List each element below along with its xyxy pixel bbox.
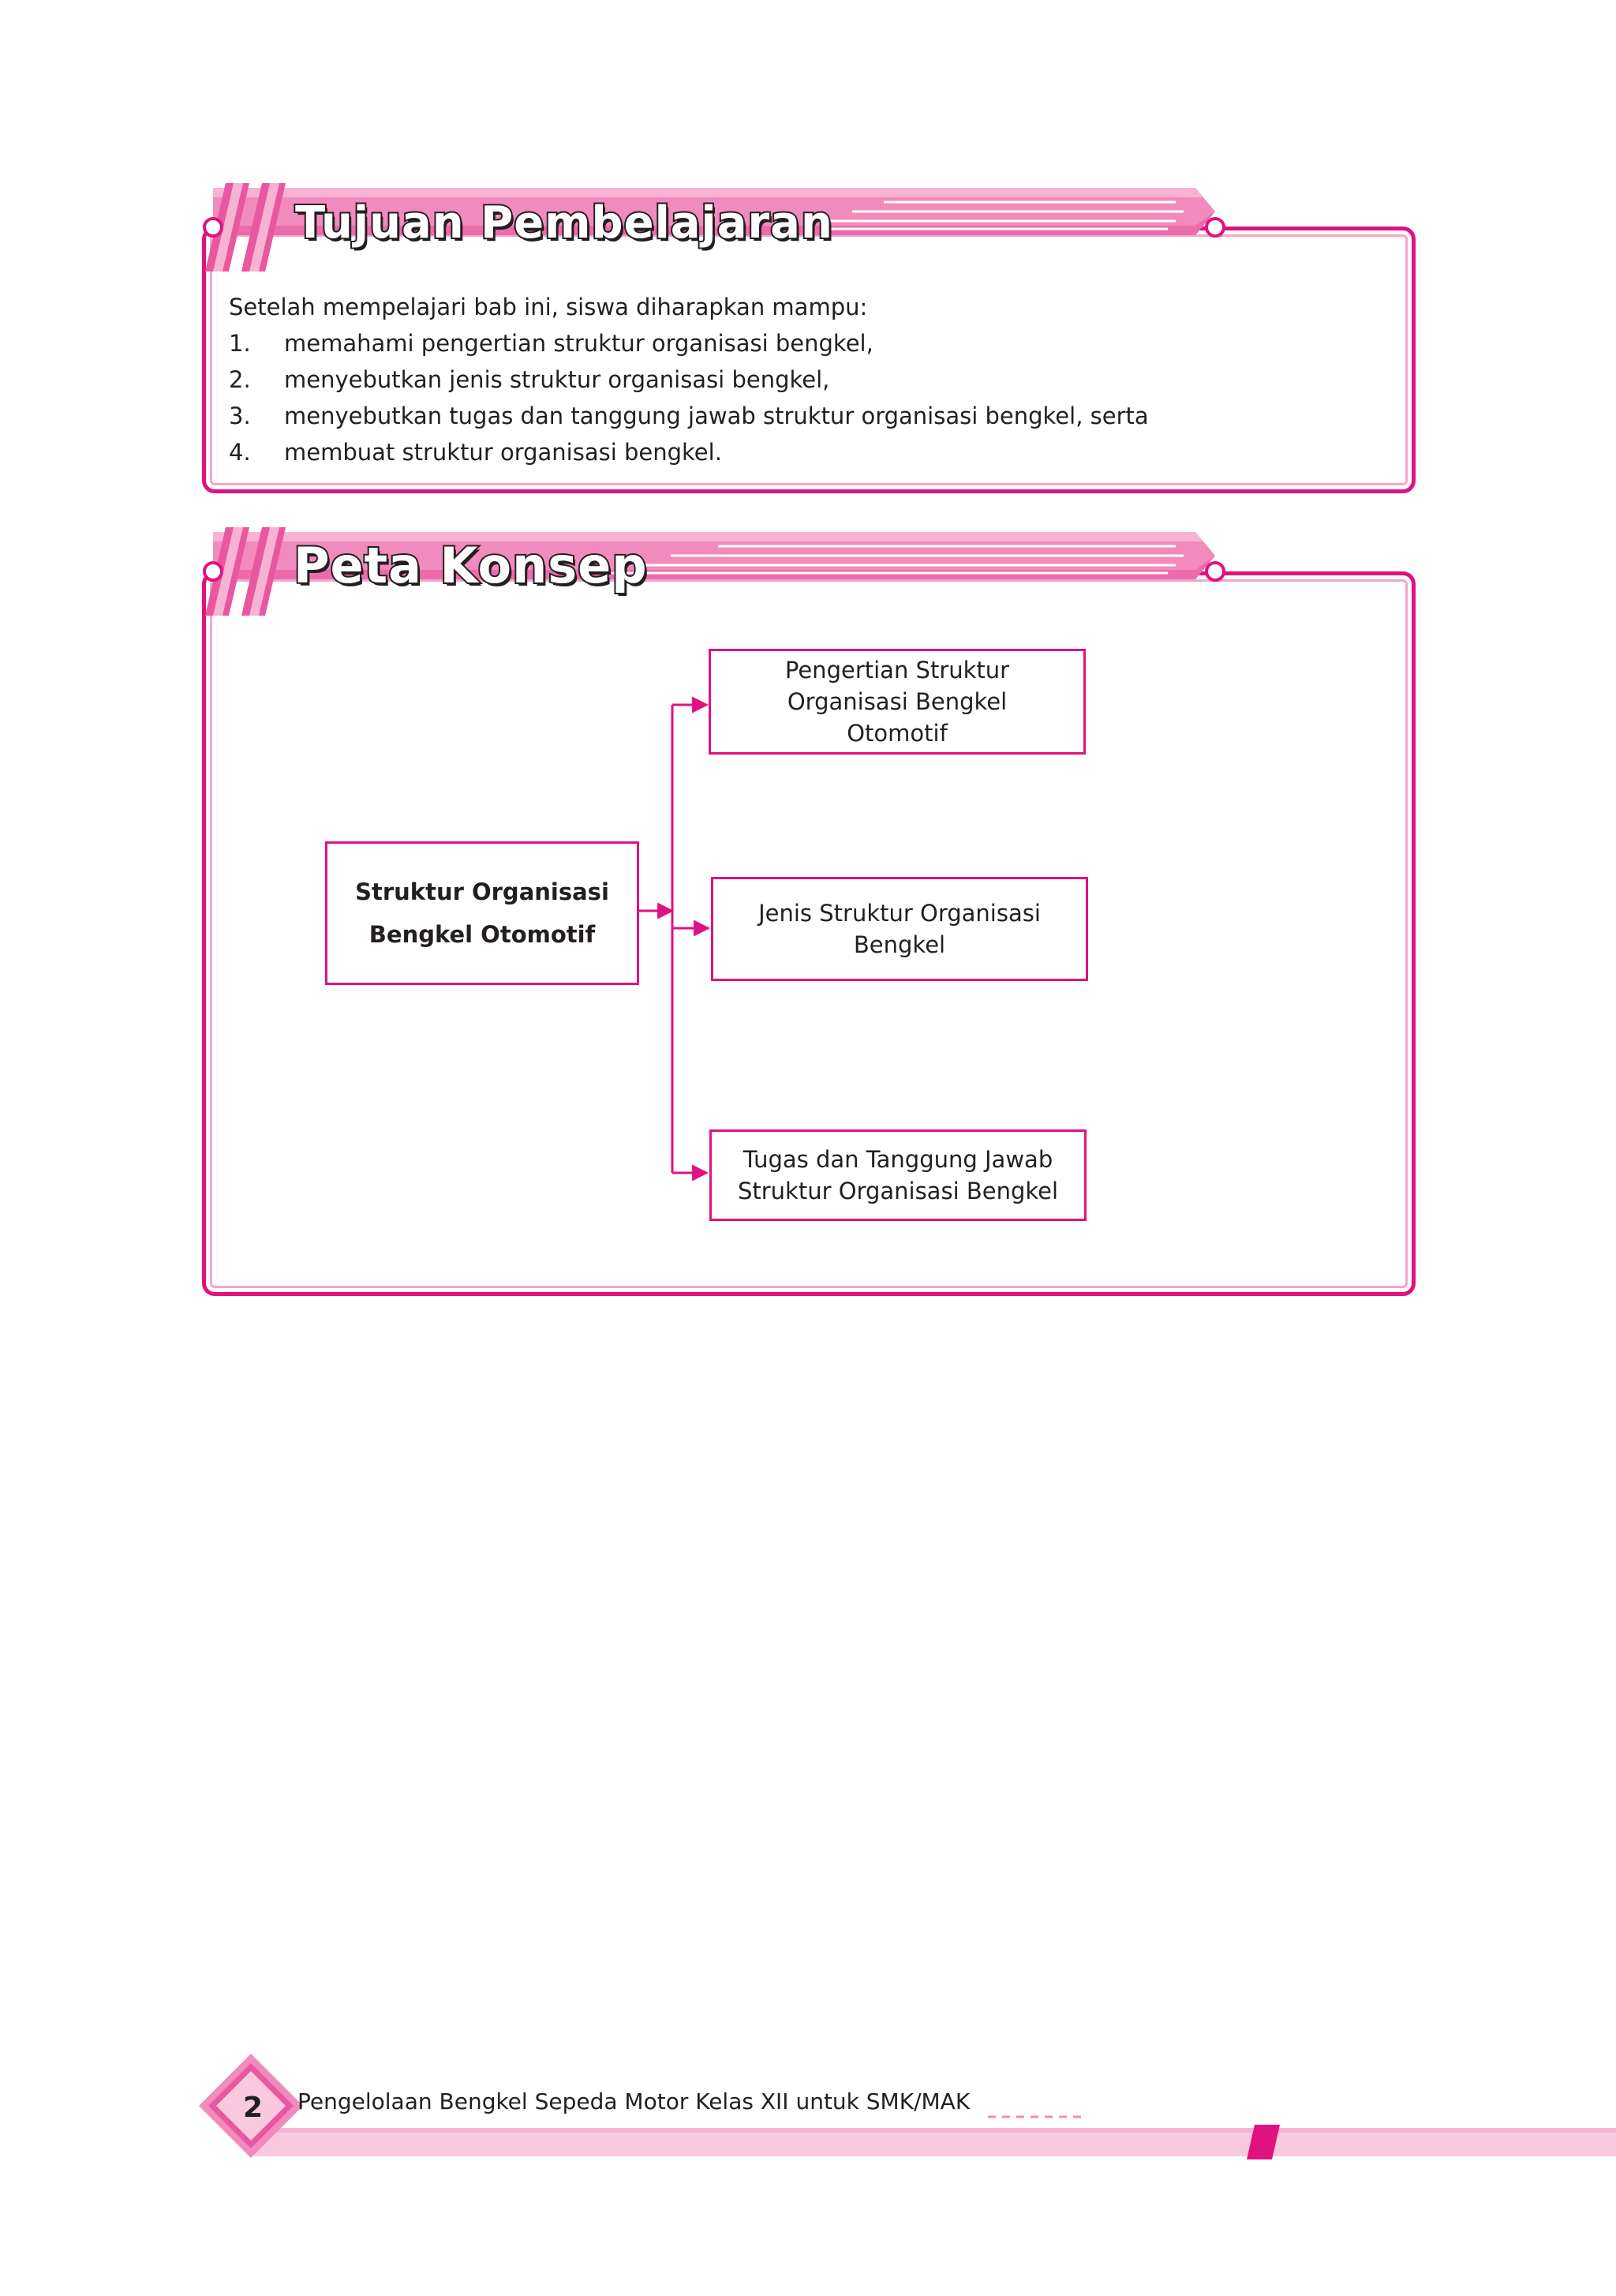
- concept-root-line1: Struktur Organisasi: [355, 878, 609, 905]
- branch-line: Otomotif: [847, 720, 948, 747]
- concept-root-line2: Bengkel Otomotif: [368, 921, 596, 948]
- objectives-intro: Setelah mempelajari bab ini, siswa diharapkan mampu:: [229, 294, 868, 320]
- branch-line: Struktur Organisasi Bengkel: [737, 1178, 1059, 1204]
- item-number: 2.: [229, 366, 251, 393]
- item-text: membuat struktur organisasi bengkel.: [284, 439, 722, 466]
- concept-root-box: [325, 841, 639, 985]
- footer-book-title: Pengelolaan Bengkel Sepeda Motor Kelas XII untuk SMK/MAK: [297, 2088, 971, 2114]
- item-number: 1.: [229, 330, 251, 357]
- item-number: 4.: [229, 439, 251, 466]
- item-text: memahami pengertian struktur organisasi bengkel,: [284, 330, 873, 357]
- concept-branch-box: [709, 1129, 1087, 1221]
- branch-line: Bengkel: [853, 931, 946, 958]
- objectives-title: Tujuan Pembelajaran: [295, 197, 833, 249]
- concept-map-title: Peta Konsep: [294, 537, 648, 594]
- branch-line: Pengertian Struktur: [784, 657, 1010, 684]
- item-text: menyebutkan tugas dan tanggung jawab struktur organisasi bengkel, serta: [284, 403, 1149, 429]
- concept-branch-box: [709, 649, 1086, 755]
- page-number: 2: [243, 2092, 264, 2124]
- branch-line: Tugas dan Tanggung Jawab: [743, 1146, 1053, 1173]
- branch-line: Jenis Struktur Organisasi: [758, 900, 1041, 927]
- concept-branch-box: [711, 877, 1088, 981]
- branch-line: Organisasi Bengkel: [787, 688, 1008, 715]
- item-number: 3.: [229, 403, 251, 429]
- item-text: menyebutkan jenis struktur organisasi bengkel,: [284, 366, 830, 393]
